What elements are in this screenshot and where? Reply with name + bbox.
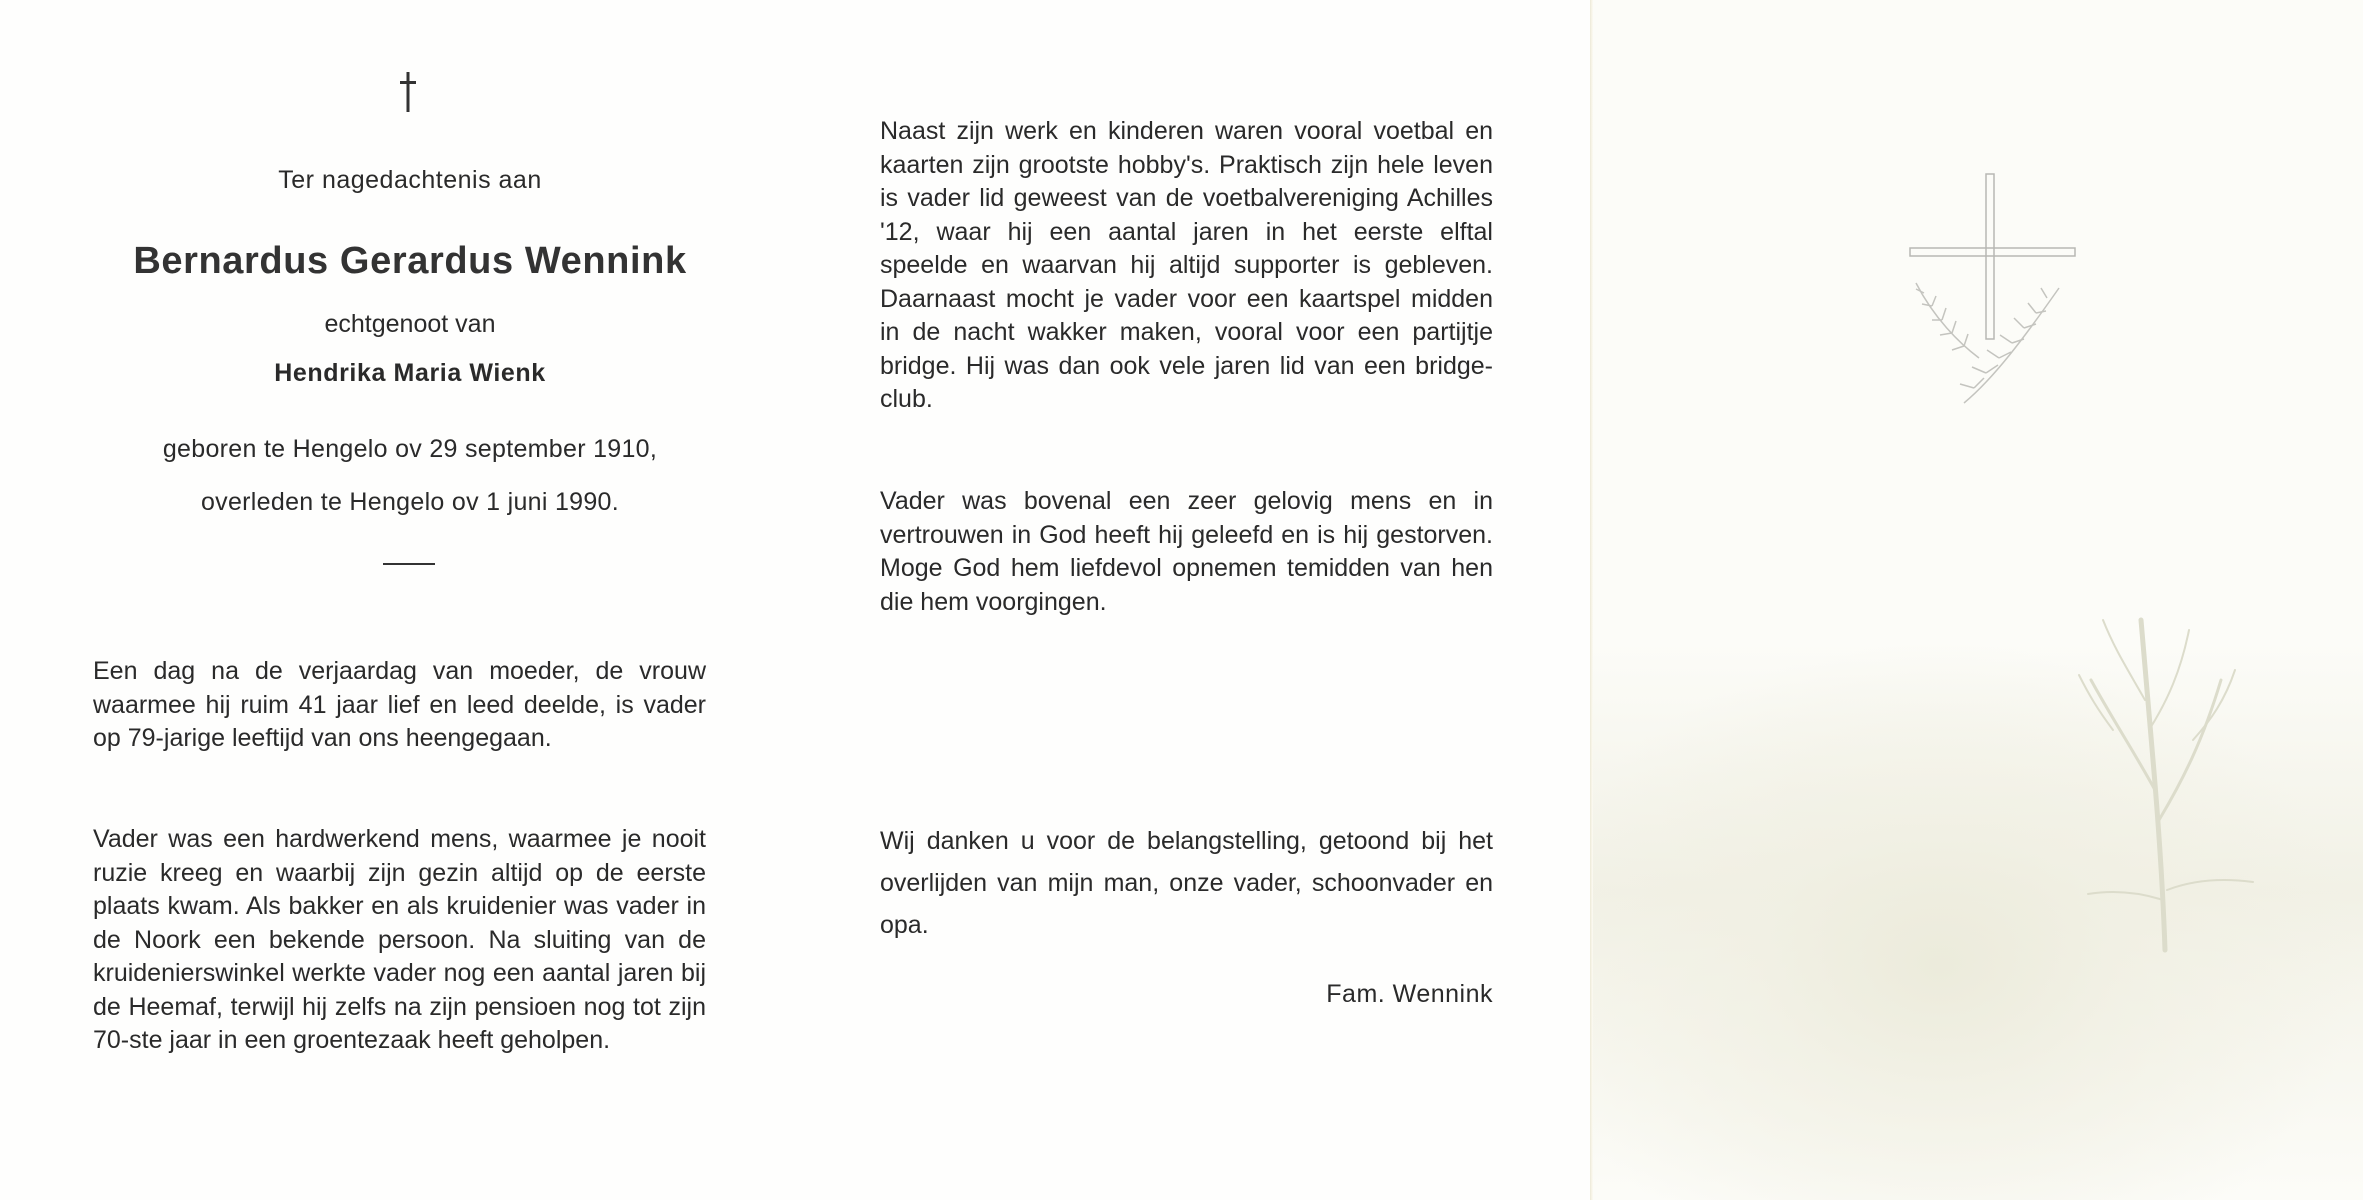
latin-cross-icon [398, 70, 418, 114]
divider-rule [383, 563, 435, 565]
paragraph-passing: Een dag na de verjaardag van moeder, de vrouw waarmee hij ruim 41 jaar lief en leed deelde, is vader op 79-jarige leeftijd van ons heengegaan. [93, 657, 706, 752]
spouse-label: echtgenoot van [324, 310, 496, 338]
paragraph-thanks: Wij danken u voor de belangstelling, getoond bij het overlijden van mijn man, onze vader, schoonvader en opa. [880, 827, 1493, 939]
paragraph-hobbies: Naast zijn werk en kinderen waren vooral voetbal en kaarten zijn grootste hobby's. Praktisch zijn hele leven is vader lid geweest van de voetbalvereniging Achilles '12, waar hij een aantal jaren in het eerste elftal speelde en waarvan hij altijd supporter is gebleven. Daarnaast mocht je vader voor een kaartspel midden in de nacht wakker maken, vooral voor een partijtje bridge. Hij was dan ook vele jaren lid van een bridge-club. [880, 117, 1493, 413]
paragraph-life: Vader was een hardwerkend mens, waarmee je nooit ruzie kreeg en waarbij zijn gezin altijd op de eerste plaats kwam. Als bakker en als kruidenier was vader in de Noork een bekende persoon. Na sluiting van de kruidenierswinkel werkte vader nog een aantal jaren bij de Heemaf, terwijl hij zelfs na zijn pensioen nog tot zijn 70-ste jaar in een groentezaak heeft geholpen. [93, 825, 706, 1054]
misty-tree-icon [1593, 560, 2363, 960]
death-line: overleden te Hengelo ov 1 juni 1990. [200, 488, 620, 516]
cross-with-palm-branches-icon [1904, 168, 2094, 418]
remembrance-heading: Ter nagedachtenis aan [278, 166, 542, 194]
family-signature: Fam. Wennink [1326, 980, 1493, 1008]
deceased-name: Bernardus Gerardus Wennink [133, 240, 687, 282]
paragraph-faith: Vader was bovenal een zeer gelovig mens en in vertrouwen in God heeft hij geleefd en is hij gestorven. Moge God hem liefdevol opnemen temidden van hen die hem voorgingen. [880, 487, 1493, 616]
birth-line: geboren te Hengelo ov 29 september 1910, [162, 435, 658, 463]
spouse-name: Hendrika Maria Wienk [274, 359, 546, 387]
cover-panel [1593, 0, 2363, 1200]
